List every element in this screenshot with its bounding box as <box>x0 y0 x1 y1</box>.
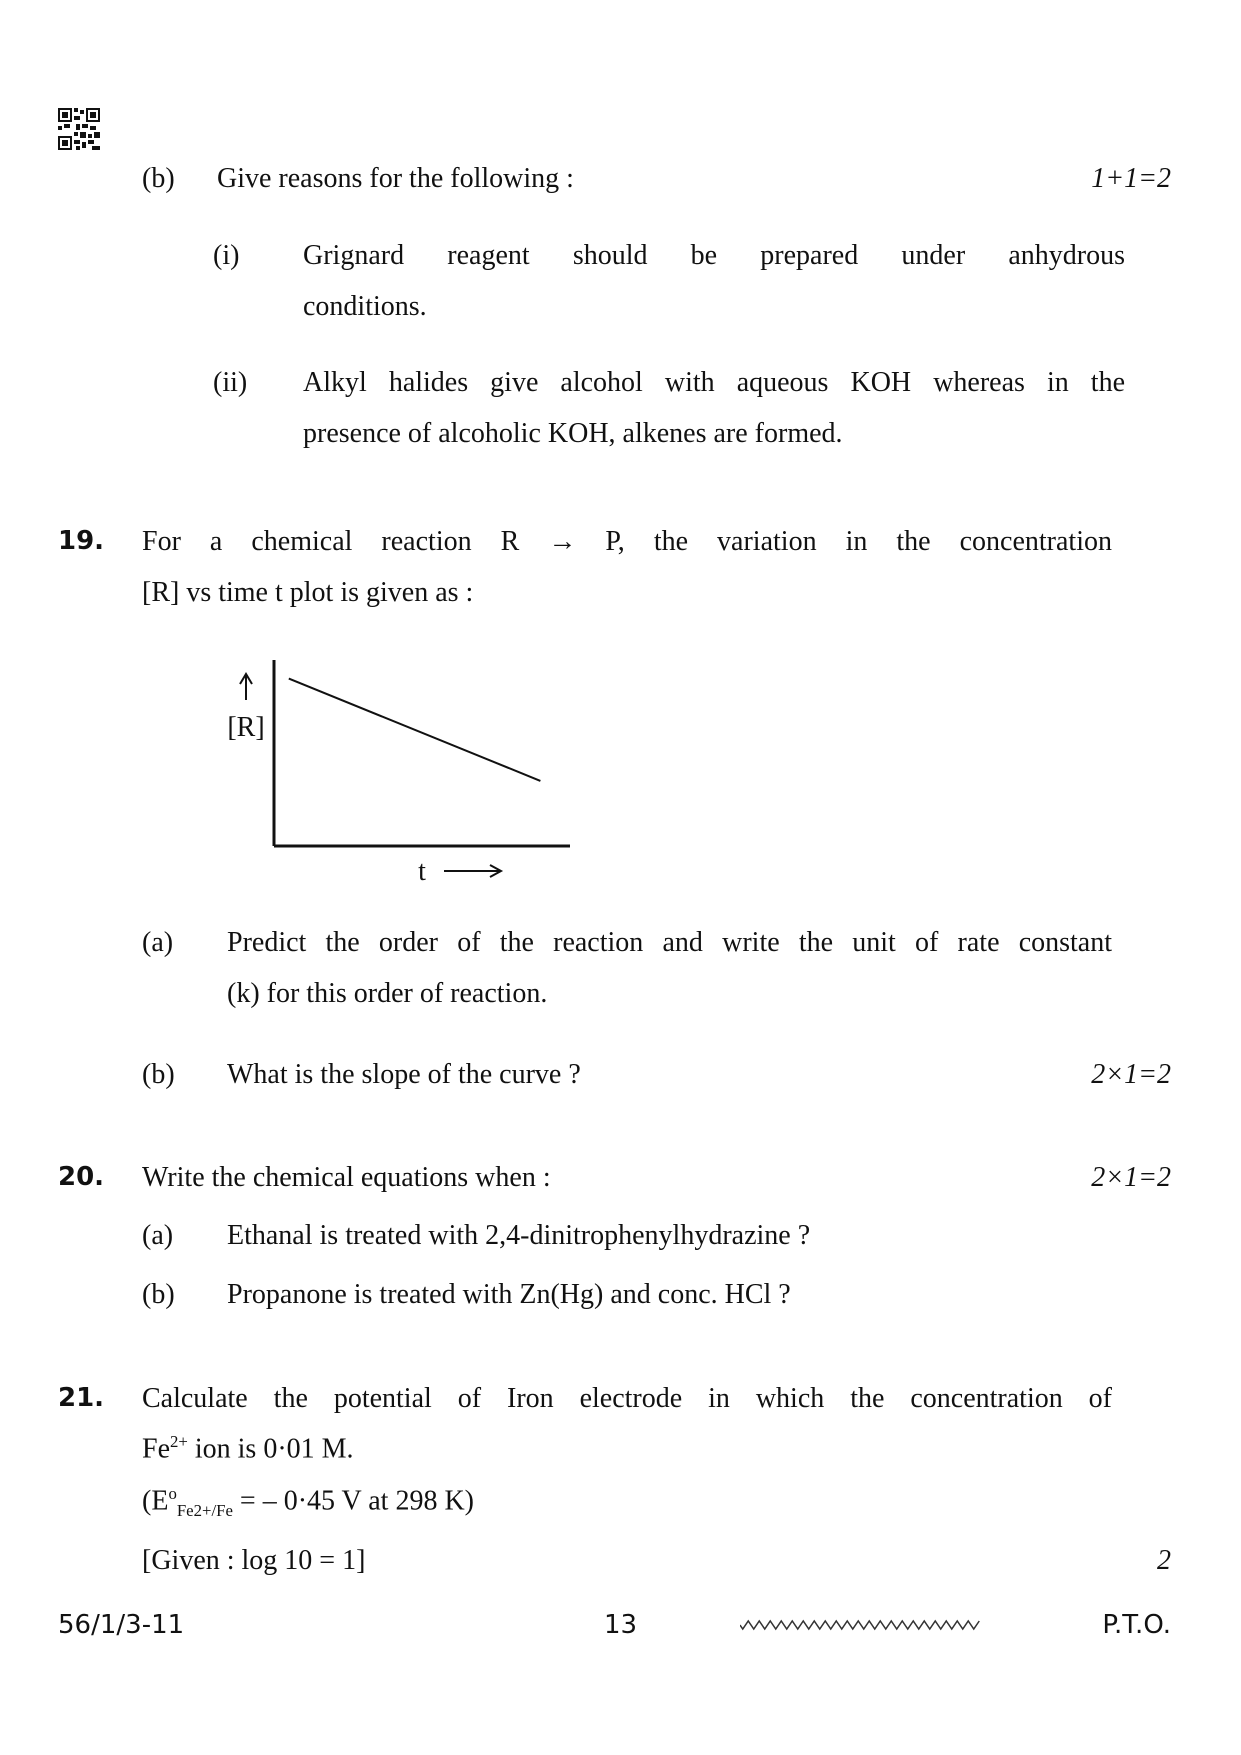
footer-code: 56/1/3-11 <box>58 1610 185 1640</box>
q19a-label: (a) <box>142 927 174 958</box>
q18b-marks: 1+1=2 <box>1091 163 1171 194</box>
y-axis-arrow-icon <box>240 674 252 700</box>
q21-e-sup: o <box>168 1484 177 1503</box>
q20a-label: (a) <box>142 1220 174 1251</box>
qr-code-icon <box>58 108 100 150</box>
q18b-label: (b) <box>142 163 175 194</box>
q18b-i-label: (i) <box>213 240 240 271</box>
q20-text: Write the chemical equations when : <box>142 1162 551 1193</box>
q20a-text: Ethanal is treated with 2,4-dinitrophenylhydrazine ? <box>227 1220 811 1251</box>
q19-line1: For a chemical reaction R → P, the variation in the concentration <box>142 526 1112 557</box>
q20-marks: 2×1=2 <box>1091 1162 1171 1193</box>
q21-e-rest: = – 0·45 V at 298 K) <box>232 1485 474 1517</box>
q18b-ii-label: (ii) <box>213 367 248 398</box>
q21-fe: Fe <box>142 1433 170 1465</box>
series-line <box>289 679 541 781</box>
q20b-label: (b) <box>142 1279 175 1310</box>
q21-line2 <box>142 1432 354 1465</box>
q18b-ii-line1: Alkyl halides give alcohol with aqueous KOH whereas in the <box>303 367 1125 398</box>
q21-marks: 2 <box>1157 1545 1171 1576</box>
q19b-label: (b) <box>142 1059 175 1090</box>
wavy-line-icon <box>740 1615 990 1635</box>
footer-pto: P.T.O. <box>1102 1610 1171 1640</box>
q19a-line2: (k) for this order of reaction. <box>227 978 548 1009</box>
q18b-text: Give reasons for the following : <box>217 163 574 194</box>
q18b-i-line2: conditions. <box>303 291 427 322</box>
q19-number: 19. <box>58 526 105 556</box>
q21-number: 21. <box>58 1383 105 1413</box>
q21-electrode-potential <box>142 1484 474 1521</box>
q20-number: 20. <box>58 1162 105 1192</box>
q21-fe-charge: 2+ <box>170 1432 188 1451</box>
q21-line1: Calculate the potential of Iron electrode in which the concentration of <box>142 1383 1112 1414</box>
q21-line2-rest: ion is 0·01 M. <box>187 1433 354 1465</box>
q19a-line1: Predict the order of the reaction and write the unit of rate constant <box>227 927 1112 958</box>
q18b-i-line1: Grignard reagent should be prepared under anhydrous <box>303 240 1125 271</box>
q21-e-sub: Fe2+/Fe <box>176 1500 233 1520</box>
concentration-time-chart <box>200 640 580 890</box>
q19-line2: [R] vs time t plot is given as : <box>142 577 474 608</box>
q20b-text: Propanone is treated with Zn(Hg) and conc. HCl ? <box>227 1279 791 1310</box>
x-axis-arrow-icon <box>444 865 501 877</box>
q19b-marks: 2×1=2 <box>1091 1059 1171 1090</box>
x-axis-label: t <box>418 856 426 887</box>
q21-e-open: (E <box>142 1485 169 1517</box>
q19b-text: What is the slope of the curve ? <box>227 1059 581 1090</box>
q21-given: [Given : log 10 = 1] <box>142 1545 366 1576</box>
footer-page-number: 13 <box>604 1610 638 1640</box>
q18b-ii-line2: presence of alcoholic KOH, alkenes are formed. <box>303 418 843 449</box>
y-axis-label: [R] <box>227 712 265 743</box>
